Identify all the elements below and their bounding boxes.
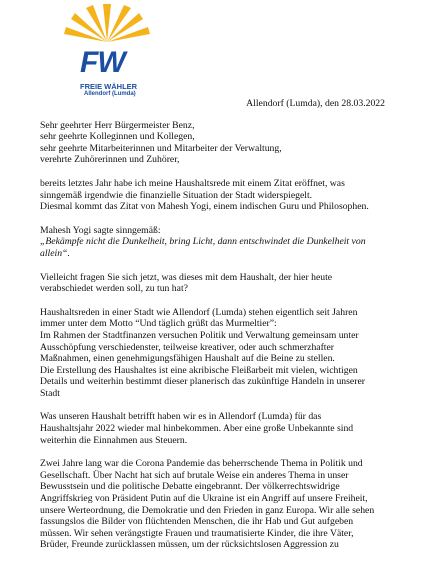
- text-line: sinngemäß irgendwie die finanzielle Situation der Stadt widerspiegelt.: [40, 189, 313, 201]
- salutation-line: verehrte Zuhörerinnen und Zuhörer,: [40, 154, 180, 166]
- paragraph-budget-speeches: [40, 307, 390, 400]
- salutation-line: Sehr geehrter Herr Bürgermeister Benz,: [40, 119, 195, 131]
- paragraph-pandemic-war: [40, 458, 390, 551]
- text-line: Zwei Jahre lang war die Corona Pandemie das beherrschende Thema in Politik und: [40, 458, 363, 470]
- text-line: Vielleicht fragen Sie sich jetzt, was dieses mit dem Haushalt, der hier heute: [40, 271, 333, 283]
- logo-locality: Allendorf (Lumda): [84, 91, 136, 97]
- salutation-line: sehr geehrte Kolleginnen und Kollegen,: [40, 131, 195, 143]
- text-line: unsere Werteordnung, die Demokratie und den Frieden in ganz Europa. Wir alle sehen: [40, 504, 375, 516]
- salutation: [40, 120, 390, 166]
- text-line: immer unter dem Motto “Und täglich grüßt das Murmeltier”:: [40, 318, 277, 330]
- text-line: Bewusstsein und die politische Debatte eingebrannt. Der völkerrechtswidrige: [40, 481, 340, 493]
- text-line: Maßnahmen, einen genehmigungsfähigen Haushalt auf die Beine zu stellen.: [40, 353, 335, 365]
- quote-line: allein“.: [40, 247, 70, 259]
- logo-mark: FW: [80, 46, 125, 79]
- text-line: Gesellschaft. Über Nacht hat sich auf brutale Weise ein anderes Thema in unser: [40, 469, 349, 481]
- date-line: Allendorf (Lumda), den 28.03.2022: [246, 98, 385, 109]
- text-line: müssen. Wir sehen verängstigte Frauen und traumatisierte Kinder, die ihre Väter,: [40, 527, 354, 539]
- text-line: Was unseren Haushalt betrifft haben wir es in Allendorf (Lumda) für das: [40, 411, 322, 423]
- text-line: Details und weiterhin bestimmt dieser planerisch das zukünftige Handeln in unserer: [40, 376, 365, 388]
- text-line: fassungslos die Bilder von flüchtenden Menschen, die ihr Hab und Gut aufgeben: [40, 516, 354, 528]
- text-line: Im Rahmen der Stadtfinanzen versuchen Politik und Verwaltung gemeinsam unter: [40, 329, 359, 341]
- text-line: Stadt: [40, 387, 60, 399]
- paragraph-budget-2022: [40, 411, 390, 446]
- text-line: Haushaltsreden in einer Stadt wie Allendorf (Lumda) stehen eigentlich seit Jahren: [40, 306, 358, 318]
- text-line: Die Erstellung des Haushaltes ist eine akribische Fleißarbeit mit vielen, wichtigen: [40, 364, 358, 376]
- text-line: Haushaltsjahr 2022 wieder mal hinbekommen. Aber eine große Unbekannte sind: [40, 423, 354, 435]
- text-line: verabschiedet werden soll, zu tun hat?: [40, 283, 188, 295]
- quote-line: „Bekämpfe nicht die Dunkelheit, bring Licht, dann entschwindet die Dunkelheit von: [40, 236, 366, 248]
- text-line: Ausschöpfung verschiedenster, teilweise kreativer, oder auch schmerzhafter: [40, 341, 335, 353]
- fw-logo: [62, 2, 152, 100]
- paragraph-quote: [40, 225, 390, 260]
- paragraph-question: [40, 272, 390, 295]
- logo-party-name: FREIE WÄHLER: [80, 82, 138, 91]
- text-line: bereits letztes Jahr habe ich meine Haushaltsrede mit einem Zitat eröffnet, was: [40, 177, 345, 189]
- text-line: Brüder, Freunde zurücklassen müssen, um der rücksichtslosen Aggression zu: [40, 539, 339, 551]
- text-line: weiterhin die Einnahmen aus Steuern.: [40, 434, 188, 446]
- paragraph-intro: [40, 178, 390, 213]
- salutation-line: sehr geehrte Mitarbeiterinnen und Mitarbeiter der Verwaltung,: [40, 142, 282, 154]
- letter-body: [40, 98, 390, 563]
- text-line: Angriffskrieg von Präsident Putin auf die Ukraine ist ein Angriff auf unsere Freiheit,: [40, 493, 368, 505]
- quote-intro: Mahesh Yogi sagte sinngemäß:: [40, 224, 161, 236]
- text-line: Diesmal kommt das Zitat von Mahesh Yogi, einem indischen Guru und Philosophen.: [40, 201, 369, 213]
